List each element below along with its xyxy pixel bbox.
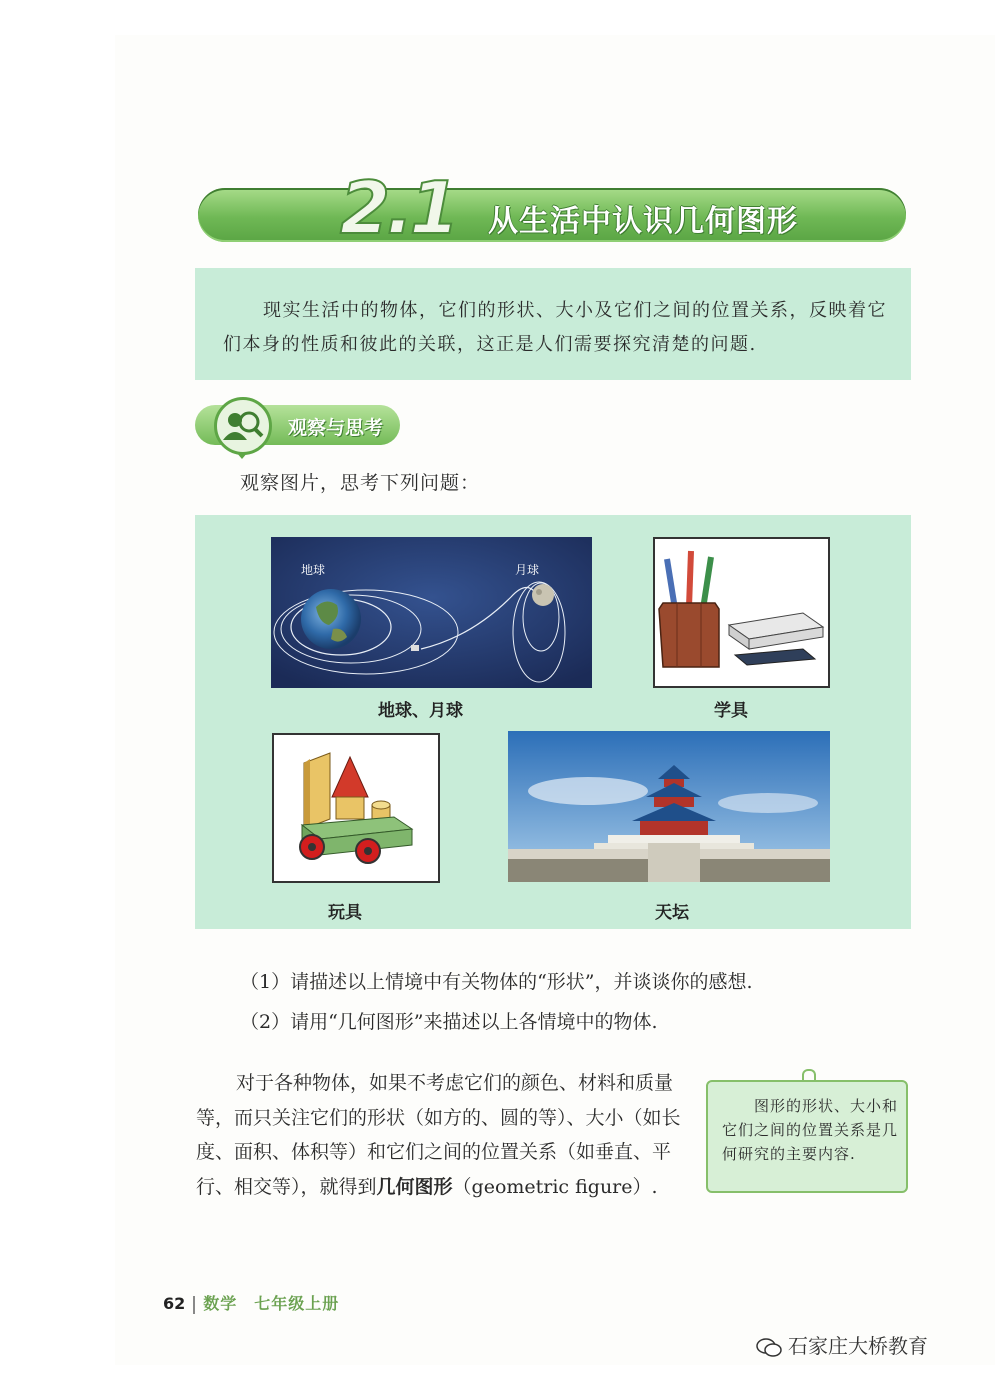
earth-label: 地球 <box>301 563 326 577</box>
watermark <box>756 1330 928 1359</box>
tag-pointer-icon <box>236 452 248 459</box>
magnifier-person-icon <box>214 397 272 455</box>
questions-list <box>240 962 753 1042</box>
caption-toy: 玩具 <box>328 903 362 923</box>
watermark-text: 石家庄大桥教育 <box>788 1334 928 1358</box>
caption-stationery: 学具 <box>714 701 748 721</box>
wechat-icon <box>756 1338 782 1358</box>
observe-label: 观察与思考 <box>288 417 384 439</box>
term-geometric-figure: 几何图形 <box>376 1175 453 1198</box>
section-number: 2.1 <box>340 166 456 250</box>
side-note <box>706 1080 908 1193</box>
term-english: （geometric figure）. <box>452 1175 658 1198</box>
caption-earth-moon: 地球、月球 <box>378 701 463 721</box>
earth-moon-image <box>271 537 592 688</box>
section-title: 从生活中认识几何图形 <box>488 204 798 239</box>
book-title: 数学 七年级上册 <box>203 1294 340 1313</box>
footer-divider <box>193 1296 195 1314</box>
question-1: （1）请描述以上情境中有关物体的“形状”，并谈谈你的感想. <box>240 971 753 993</box>
intro-text: 现实生活中的物体，它们的形状、大小及它们之间的位置关系，反映着它们本身的性质和彼此的关联，这正是人们需要探究清楚的问题. <box>223 300 887 355</box>
caption-temple: 天坛 <box>655 903 689 923</box>
side-note-text: 图形的形状、大小和它们之间的位置关系是几何研究的主要内容. <box>722 1097 899 1163</box>
question-2: （2）请用“几何图形”来描述以上各情境中的物体. <box>240 1011 658 1033</box>
intro-box <box>195 268 911 380</box>
toy-image <box>272 733 440 883</box>
temple-image <box>508 731 830 882</box>
stationery-image <box>653 537 830 688</box>
definition-text: 对于各种物体，如果不考虑它们的颜色、材料和质量等，而只关注它们的形状（如方的、圆的等）、大小（如长度、面积、体积等）和它们之间的位置关系（如垂直、平行、相交等），就得到 <box>196 1072 681 1198</box>
page-number: 62 <box>163 1294 186 1313</box>
moon-label: 月球 <box>515 563 540 577</box>
observe-prompt: 观察图片，思考下列问题： <box>240 472 481 494</box>
definition-paragraph <box>196 1066 686 1204</box>
page-footer <box>163 1291 339 1314</box>
